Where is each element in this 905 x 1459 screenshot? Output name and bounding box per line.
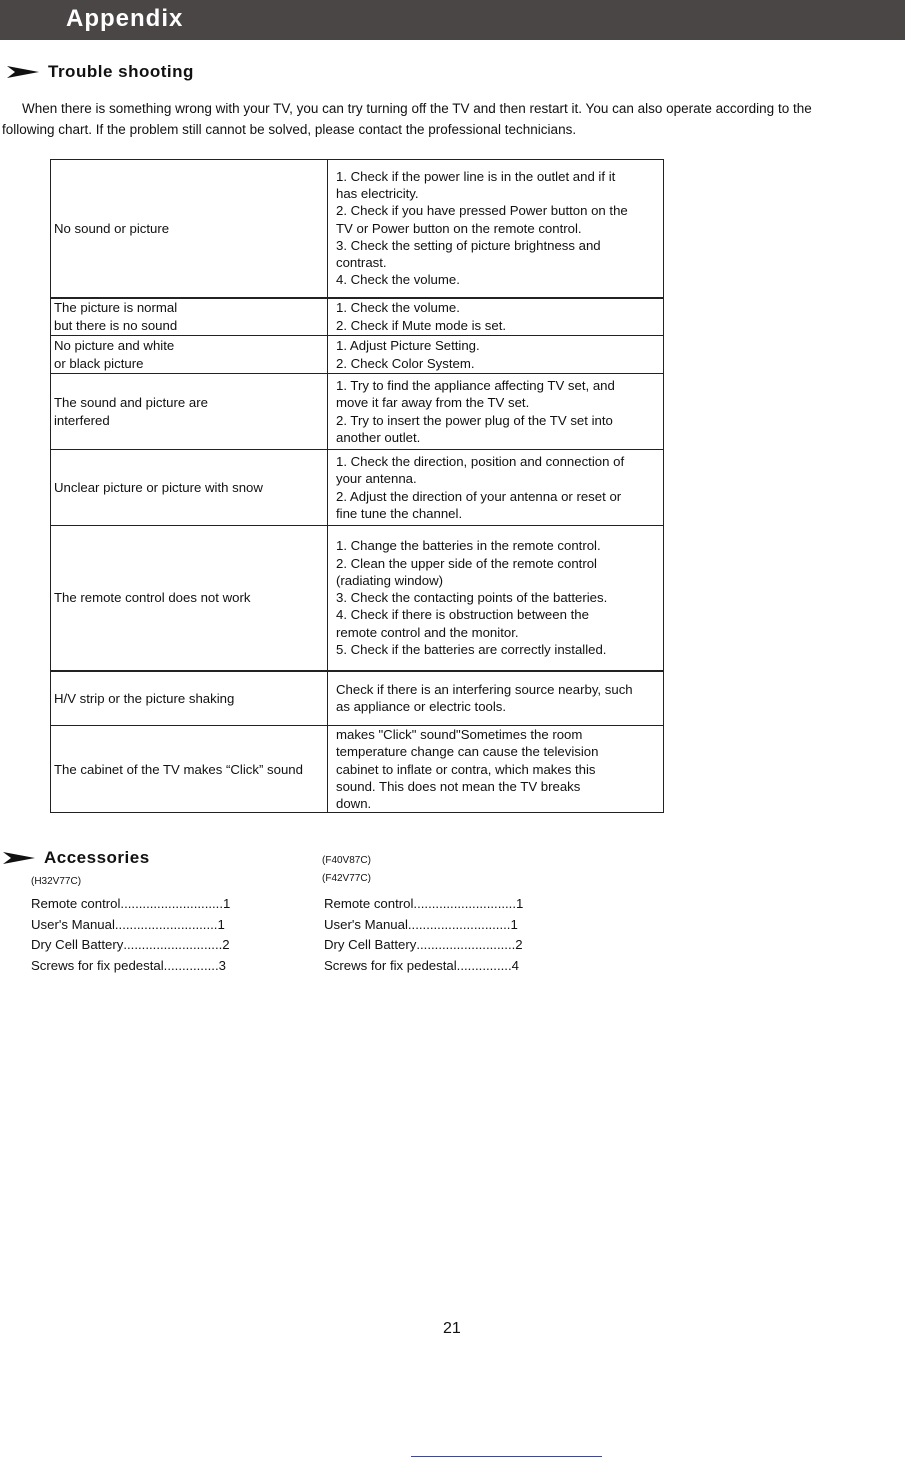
accessory-item — [324, 894, 523, 915]
solution-line: 5. Check if the batteries are correctly installed. — [336, 641, 607, 657]
accessory-name: Remote control — [31, 896, 121, 911]
solution-cell — [328, 298, 664, 336]
solution-line: TV or Power button on the remote control. — [336, 220, 582, 236]
intro-paragraph — [2, 98, 867, 140]
solution-line: 1. Try to find the appliance affecting TV set, and — [336, 377, 615, 393]
accessory-item — [31, 894, 230, 915]
problem-line: The sound and picture are — [54, 395, 208, 411]
table-row — [51, 726, 664, 813]
accessory-item — [31, 915, 230, 936]
accessory-name: Dry Cell Battery — [31, 937, 124, 952]
accessory-qty: 1 — [217, 916, 225, 932]
solution-line: Check if there is an interfering source nearby, such — [336, 681, 633, 697]
problem-line: but there is no sound — [54, 317, 178, 333]
troubleshooting-table — [50, 159, 664, 813]
solution-line: down. — [336, 796, 372, 812]
table-row — [51, 450, 664, 526]
solution-line: 1. Check the direction, position and connection of — [336, 453, 625, 469]
accessory-name: Screws for fix pedestal — [324, 957, 457, 973]
accessory-item — [31, 935, 230, 956]
solution-line: 2. Clean the upper side of the remote control — [336, 555, 597, 571]
accessory-qty: 2 — [222, 937, 230, 952]
solution-line: your antenna. — [336, 471, 417, 487]
intro-line-1: When there is something wrong with your TV, you can try turning off the TV and then restart it. You can also operate according to the — [22, 101, 812, 116]
table-row — [51, 671, 664, 726]
troubleshooting-heading-text: Trouble shooting — [48, 62, 194, 81]
solution-line: move it far away from the TV set. — [336, 395, 530, 411]
accessory-qty: 1 — [516, 896, 524, 911]
solution-line: 2. Check if you have pressed Power button on the — [336, 203, 628, 219]
solution-cell — [328, 726, 664, 813]
accessory-dots: ............... — [163, 957, 219, 973]
accessories-heading-text: Accessories — [44, 848, 150, 867]
table-row — [51, 160, 664, 298]
solution-line: 1. Check if the power line is in the outlet and if it — [336, 168, 616, 184]
problem-cell — [51, 671, 328, 726]
accessory-item — [31, 956, 230, 977]
table-row — [51, 336, 664, 374]
solution-cell — [328, 160, 664, 298]
solution-line: has electricity. — [336, 186, 419, 201]
solution-line: 2. Adjust the direction of your antenna or reset or — [336, 488, 622, 504]
solution-line: (radiating window) — [336, 572, 444, 588]
table-row — [51, 374, 664, 450]
solution-line: 1. Check the volume. — [336, 300, 460, 316]
accessories-list-right — [324, 894, 523, 976]
accessories-heading — [2, 848, 150, 868]
problem-cell — [51, 526, 328, 671]
solution-line: remote control and the monitor. — [336, 624, 519, 640]
accessory-qty: 3 — [218, 957, 226, 973]
problem-line: No sound or picture — [54, 220, 170, 236]
accessory-qty: 1 — [510, 916, 518, 932]
accessory-item — [324, 956, 523, 977]
model-label-right-1: (F40V87C) — [322, 855, 371, 866]
accessory-dots: ........................... — [123, 937, 223, 952]
table-row — [51, 298, 664, 336]
solution-cell — [328, 671, 664, 726]
accessory-name: User's Manual — [31, 916, 115, 932]
accessories-list-left — [31, 894, 230, 976]
solution-line: temperature change can cause the television — [336, 744, 599, 760]
table-row — [51, 526, 664, 671]
problem-line: The remote control does not work — [54, 590, 251, 606]
solution-line: 1. Adjust Picture Setting. — [336, 338, 480, 354]
solution-line: 2. Try to insert the power plug of the TV set into — [336, 412, 613, 428]
solution-line: 3. Check the setting of picture brightness and — [336, 237, 601, 253]
problem-cell — [51, 726, 328, 813]
arrow-bullet-icon — [6, 64, 40, 80]
solution-line: as appliance or electric tools. — [336, 699, 507, 715]
problem-line: No picture and white — [54, 338, 175, 354]
solution-line: 4. Check the volume. — [336, 272, 460, 288]
accessory-dots: ............................ — [114, 916, 218, 932]
problem-line: Unclear picture or picture with snow — [54, 479, 263, 495]
solution-line: another outlet. — [336, 429, 421, 445]
solution-line: cabinet to inflate or contra, which makes this — [336, 761, 596, 777]
problem-cell — [51, 336, 328, 374]
problem-cell — [51, 160, 328, 298]
solution-line: 1. Change the batteries in the remote control. — [336, 538, 601, 554]
accessory-dots: ............................ — [413, 896, 517, 911]
solution-line: fine tune the channel. — [336, 505, 463, 521]
problem-line: H/V strip or the picture shaking — [54, 690, 235, 706]
accessory-qty: 2 — [515, 937, 523, 952]
solution-line: contrast. — [336, 255, 387, 271]
accessory-dots: ........................... — [416, 937, 516, 952]
accessory-name: Remote control — [324, 896, 414, 911]
solution-cell — [328, 450, 664, 526]
accessory-qty: 4 — [511, 957, 519, 973]
problem-cell — [51, 298, 328, 336]
solution-cell — [328, 336, 664, 374]
solution-line: 2. Check if Mute mode is set. — [336, 317, 507, 333]
page-title: Appendix — [66, 5, 184, 32]
accessory-name: Screws for fix pedestal — [31, 957, 164, 973]
solution-cell — [328, 374, 664, 450]
accessory-qty: 1 — [223, 896, 231, 911]
problem-line: or black picture — [54, 355, 144, 371]
intro-line-2: following chart. If the problem still cannot be solved, please contact the professional technicians. — [2, 122, 577, 137]
solution-cell — [328, 526, 664, 671]
model-label-right-2: (F42V77C) — [322, 873, 371, 884]
solution-line: makes "Click" sound"Sometimes the room — [336, 727, 583, 742]
problem-line: The cabinet of the TV makes “Click” sound — [54, 761, 303, 777]
accessory-dots: ............... — [456, 957, 512, 973]
accessory-dots: ............................ — [120, 896, 224, 911]
solution-line: 4. Check if there is obstruction between the — [336, 607, 589, 623]
solution-line: 3. Check the contacting points of the batteries. — [336, 590, 608, 606]
solution-line: 2. Check Color System. — [336, 355, 475, 371]
problem-line: The picture is normal — [54, 300, 178, 316]
accessory-name: User's Manual — [324, 916, 408, 932]
footer-link-underline[interactable] — [411, 1456, 602, 1457]
troubleshooting-heading — [6, 62, 194, 82]
page-number: 21 — [443, 1320, 461, 1337]
header-bar — [0, 0, 905, 40]
accessory-item — [324, 935, 523, 956]
accessory-dots: ............................ — [407, 916, 511, 932]
model-label-left: (H32V77C) — [31, 876, 82, 887]
accessory-item — [324, 915, 523, 936]
problem-cell — [51, 374, 328, 450]
arrow-bullet-icon — [2, 850, 36, 866]
problem-line: interfered — [54, 412, 110, 428]
problem-cell — [51, 450, 328, 526]
solution-line: sound. This does not mean the TV breaks — [336, 778, 581, 794]
accessory-name: Dry Cell Battery — [324, 937, 417, 952]
